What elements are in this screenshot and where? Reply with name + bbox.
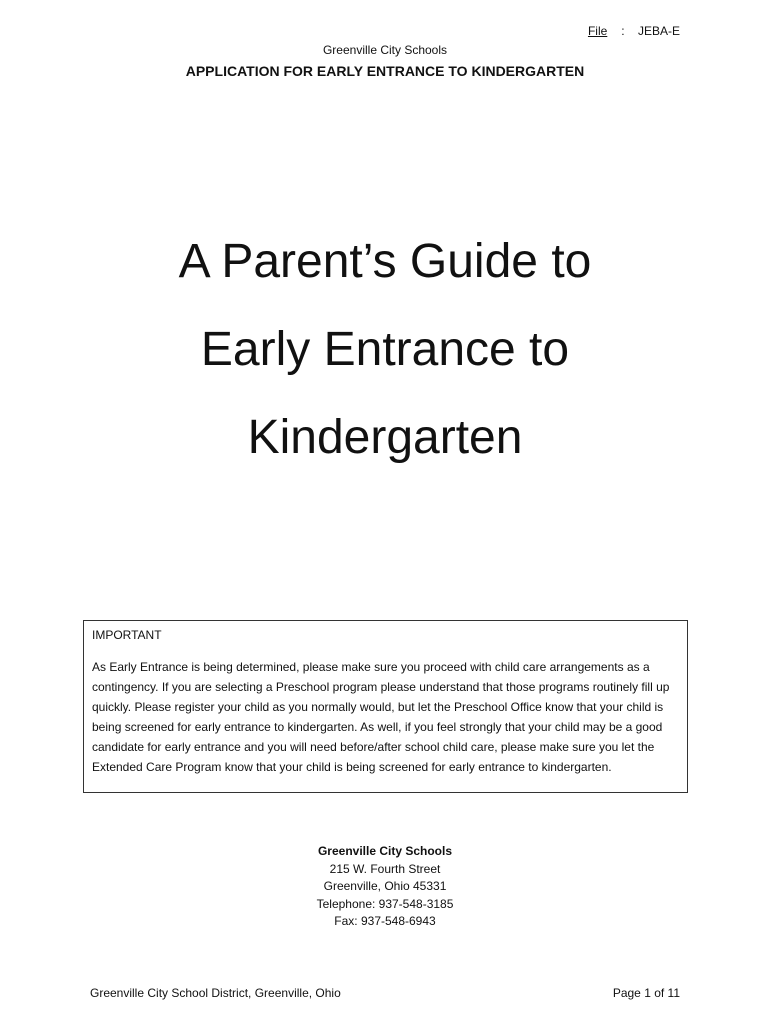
contact-fax: Fax: 937-548-6943 xyxy=(334,914,436,928)
file-reference xyxy=(588,24,680,38)
guide-title xyxy=(0,218,770,482)
file-separator: : xyxy=(621,24,625,38)
footer-page-number: Page 1 of 11 xyxy=(612,986,680,1000)
important-body: As Early Entrance is being determined, please make sure you proceed with child care arrangements as a contingency. If you are selecting a Preschool program please understand that those programs routinely fill up quickly. Please register your child as you normally would, but let the Preschool Office know that your child is being screened for early entrance to kindergarten. As well, if you feel strongly that your child may be a good candidate for early entrance and you will need before/after school child care, please make sure you let the Extended Care Program know that your child is being screened for early entrance to kindergarten. xyxy=(92,660,670,774)
guide-title-line-1: A Parent’s Guide to xyxy=(178,235,592,288)
file-code: JEBA-E xyxy=(637,24,680,38)
important-notice-box xyxy=(83,620,688,793)
document-header xyxy=(0,42,770,82)
contact-telephone: Telephone: 937-548-3185 xyxy=(316,896,454,911)
contact-block xyxy=(0,843,770,931)
footer-district: Greenville City School District, Greenville, Ohio xyxy=(90,986,341,1000)
organization-name: Greenville City Schools xyxy=(322,43,448,57)
contact-city: Greenville, Ohio 45331 xyxy=(323,879,447,893)
contact-name: Greenville City Schools xyxy=(317,844,453,858)
important-heading: IMPORTANT xyxy=(92,628,162,642)
file-label: File xyxy=(587,24,608,38)
application-title: APPLICATION FOR EARLY ENTRANCE TO KINDERGARTEN xyxy=(185,63,585,79)
guide-title-line-3: Kindergarten xyxy=(247,411,523,464)
guide-title-line-2: Early Entrance to xyxy=(200,323,570,376)
contact-street: 215 W. Fourth Street xyxy=(329,861,441,876)
